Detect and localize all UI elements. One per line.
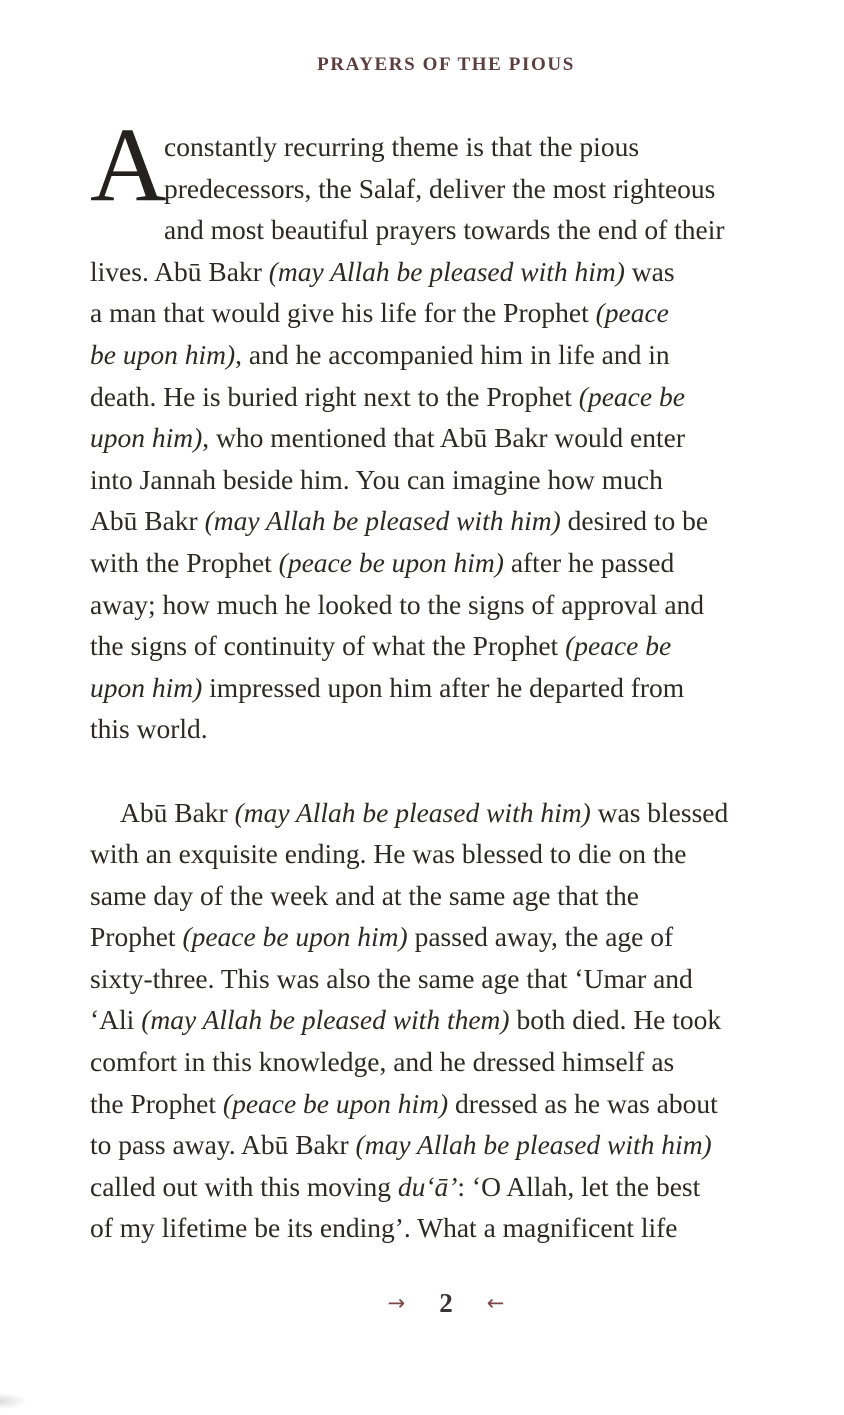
text-segment: was blessed	[590, 796, 729, 828]
right-arrow-ornament-icon: ←	[486, 1291, 505, 1315]
text-segment: impressed upon him after he departed from	[202, 671, 685, 703]
page-footer	[90, 1288, 802, 1319]
text-segment: ‘Ali	[90, 1004, 142, 1036]
text-segment: dressed as he was about	[448, 1087, 718, 1119]
italic-text-segment: upon him)	[90, 422, 203, 454]
text-segment: Prophet	[90, 921, 183, 953]
text-line	[90, 168, 806, 210]
text-segment: : ‘O Allah, let the best	[457, 1170, 701, 1202]
running-header: PRAYERS OF THE PIOUS	[317, 54, 575, 75]
text-segment: desired to be	[560, 505, 709, 537]
italic-text-segment: (may Allah be pleased with him)	[234, 796, 591, 828]
left-arrow-ornament-icon: →	[387, 1291, 406, 1315]
text-line	[90, 625, 806, 667]
text-line	[90, 916, 806, 958]
text-segment: lives. Abū Bakr	[90, 255, 269, 287]
text-segment: called out with this moving	[90, 1170, 398, 1202]
text-line	[90, 875, 806, 917]
page-number: 2	[439, 1288, 453, 1318]
text-line	[90, 251, 806, 293]
text-line	[90, 126, 806, 168]
text-line	[90, 584, 806, 626]
text-segment: comfort in this knowledge, and he dressed himself as	[90, 1046, 675, 1078]
text-segment: Abū Bakr	[120, 796, 235, 828]
text-segment: constantly recurring theme is that the pious	[164, 131, 640, 162]
text-segment: to pass away. Abū Bakr	[90, 1129, 356, 1161]
text-line	[90, 1166, 806, 1208]
text-segment: and most beautiful prayers towards the end of their	[164, 214, 725, 246]
text-line	[90, 209, 806, 251]
text-line	[90, 459, 806, 501]
text-segment: with the Prophet	[90, 546, 279, 578]
text-line	[90, 542, 806, 584]
text-line	[90, 833, 806, 875]
text-line	[90, 1041, 806, 1083]
text-line	[90, 500, 806, 542]
text-segment: after he passed	[503, 546, 675, 578]
text-line	[90, 1207, 806, 1249]
italic-text-segment: be upon him)	[90, 338, 236, 370]
text-segment: of my lifetime be its ending’. What a magnificent life	[90, 1212, 678, 1244]
text-line	[90, 958, 806, 1000]
text-segment: Abū Bakr	[90, 505, 205, 537]
text-segment: away; how much he looked to the signs of approval and	[90, 588, 705, 620]
text-line	[90, 792, 806, 834]
text-line	[90, 999, 806, 1041]
italic-text-segment: (may Allah be pleased with him)	[268, 255, 625, 287]
italic-text-segment: (peace	[595, 297, 669, 329]
italic-text-segment: (peace be upon him)	[278, 546, 504, 578]
text-segment: the Prophet	[90, 1087, 223, 1119]
text-segment: was	[624, 255, 675, 287]
text-segment: , and he accompanied him in life and in	[235, 338, 670, 370]
paragraph-1	[90, 106, 806, 750]
text-segment: death. He is buried right next to the Prophet	[90, 380, 579, 412]
text-segment: a man that would give his life for the Prophet	[90, 297, 596, 329]
text-line	[90, 667, 806, 709]
italic-text-segment: (may Allah be pleased with them)	[141, 1004, 510, 1036]
text-line	[90, 708, 806, 750]
italic-text-segment: (peace be	[565, 630, 672, 662]
text-segment: sixty-three. This was also the same age that ‘Umar and	[90, 962, 693, 994]
text-segment: passed away, the age of	[407, 921, 674, 953]
text-segment: into Jannah beside him. You can imagine how much	[90, 463, 663, 495]
page-body	[90, 106, 806, 1249]
text-segment: both died. He took	[509, 1004, 722, 1036]
paragraph-2	[90, 792, 806, 1250]
text-line	[90, 292, 806, 334]
italic-text-segment: du‘ā’	[397, 1170, 458, 1202]
text-segment: , who mentioned that Abū Bakr would enter	[202, 422, 685, 454]
drop-cap	[90, 106, 167, 223]
italic-text-segment: (peace be	[578, 380, 685, 412]
text-line	[90, 334, 806, 376]
text-line	[90, 417, 806, 459]
text-segment: same day of the week and at the same age that the	[90, 879, 640, 911]
text-segment: this world.	[90, 713, 208, 745]
italic-text-segment: (peace be upon him)	[222, 1087, 449, 1119]
text-segment: with an exquisite ending. He was blessed to die on the	[90, 838, 687, 870]
text-line	[90, 1124, 806, 1166]
italic-text-segment: (peace be upon him)	[182, 921, 408, 953]
text-line	[90, 376, 806, 418]
scan-artifact	[0, 1393, 26, 1409]
drop-cap-letter: A	[90, 106, 167, 223]
text-segment: predecessors, the Salaf, deliver the most righteous	[164, 172, 716, 204]
italic-text-segment: (may Allah be pleased with him)	[204, 505, 561, 537]
text-line	[90, 1083, 806, 1125]
italic-text-segment: (may Allah be pleased with him)	[355, 1129, 712, 1161]
italic-text-segment: upon him)	[90, 671, 203, 703]
text-segment: the signs of continuity of what the Prophet	[90, 630, 566, 662]
